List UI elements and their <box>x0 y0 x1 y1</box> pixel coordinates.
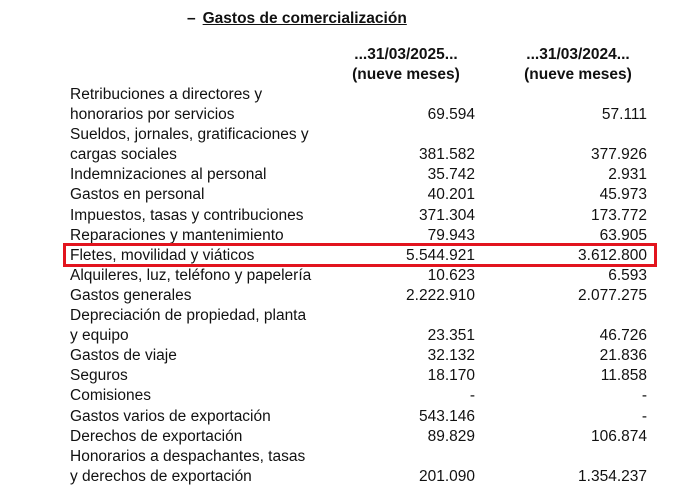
table-row <box>70 306 660 346</box>
value-2024: 2.931 <box>608 166 647 184</box>
table-row <box>70 246 660 266</box>
value-2025: 32.132 <box>427 347 475 365</box>
value-2024: 106.874 <box>590 427 647 445</box>
row-label-line: Impuestos, tasas y contribuciones <box>70 206 304 224</box>
row-label <box>70 206 370 226</box>
value-2025: 371.304 <box>418 206 475 224</box>
title-text: Gastos de comercialización <box>202 10 407 27</box>
row-label-line: Indemnizaciones al personal <box>70 166 267 184</box>
value-2024: 46.726 <box>599 327 647 345</box>
table-row <box>70 386 660 406</box>
column-header-subtitle: (nueve meses) <box>352 66 460 83</box>
row-label <box>70 125 370 165</box>
value-2025: 381.582 <box>418 146 475 164</box>
row-label <box>70 165 370 185</box>
row-label-line: Honorarios a despachantes, tasas <box>70 447 306 465</box>
table-row <box>70 407 660 427</box>
table-row <box>70 266 660 286</box>
row-label <box>70 407 370 427</box>
row-label <box>70 346 370 366</box>
value-2024: 57.111 <box>601 106 647 124</box>
row-label <box>70 386 370 406</box>
value-2025: 40.201 <box>427 186 475 204</box>
value-2024: 11.858 <box>600 367 647 385</box>
value-2024: 45.973 <box>599 186 647 204</box>
table-row <box>70 165 660 185</box>
table-row <box>70 286 660 306</box>
row-label <box>70 246 370 266</box>
row-label <box>70 266 370 286</box>
row-label-line: Gastos generales <box>70 286 192 304</box>
table-row <box>70 125 660 165</box>
table-row <box>70 206 660 226</box>
value-2024: - <box>641 387 647 405</box>
row-label <box>70 366 370 386</box>
row-label-line: honorarios por servicios <box>70 106 235 124</box>
row-label-line: Comisiones <box>70 387 151 405</box>
value-2024: 63.905 <box>599 226 647 244</box>
row-label-line: Gastos de viaje <box>70 347 177 365</box>
row-label <box>70 447 370 487</box>
value-2025: 2.222.910 <box>406 286 475 304</box>
table-row <box>70 427 660 447</box>
table-row <box>70 185 660 205</box>
table-row <box>70 85 660 125</box>
value-2025: 89.829 <box>427 427 475 445</box>
row-label-line: y derechos de exportación <box>70 467 252 485</box>
row-label-line: Sueldos, jornales, gratificaciones y <box>70 126 309 144</box>
value-2024: 21.836 <box>599 347 647 365</box>
row-label <box>70 306 370 346</box>
value-2025: - <box>469 387 475 405</box>
row-label <box>70 427 370 447</box>
row-label-line: Alquileres, luz, teléfono y papelería <box>70 266 312 284</box>
row-label <box>70 185 370 205</box>
row-label <box>70 286 370 306</box>
value-2025: 18.170 <box>427 367 475 385</box>
row-label-line: Fletes, movilidad y viáticos <box>70 246 255 264</box>
row-label-line: cargas sociales <box>70 146 177 164</box>
row-label-line: Seguros <box>70 367 128 385</box>
table-row <box>70 366 660 386</box>
value-2025: 79.943 <box>427 226 475 244</box>
row-label-line: Gastos en personal <box>70 186 205 204</box>
table-row <box>70 226 660 246</box>
row-label <box>70 85 370 125</box>
column-header-2024 <box>488 45 668 85</box>
value-2025: 23.351 <box>427 327 475 345</box>
column-header-subtitle: (nueve meses) <box>524 66 632 83</box>
title-dash: – <box>187 10 196 27</box>
value-2025: 201.090 <box>418 467 475 485</box>
column-header-2025 <box>316 45 496 85</box>
row-label-line: Gastos varios de exportación <box>70 407 271 425</box>
value-2024: 377.926 <box>590 146 647 164</box>
row-label-line: Depreciación de propiedad, planta <box>70 307 307 325</box>
row-label-line: Retribuciones a directores y <box>70 86 263 103</box>
value-2025: 10.623 <box>427 266 475 284</box>
table-row <box>70 346 660 366</box>
value-2025: 5.544.921 <box>406 246 475 264</box>
row-label-line: Derechos de exportación <box>70 427 243 445</box>
section-title <box>187 10 407 28</box>
value-2025: 543.146 <box>418 407 475 425</box>
table-row <box>70 447 660 487</box>
expense-table <box>70 85 660 487</box>
value-2025: 69.594 <box>427 106 475 124</box>
value-2024: 6.593 <box>608 266 647 284</box>
value-2024: - <box>641 407 647 425</box>
value-2024: 3.612.800 <box>578 246 647 264</box>
column-header-period: ...31/03/2024... <box>526 46 630 63</box>
row-label-line: y equipo <box>70 327 129 345</box>
row-label-line: Reparaciones y mantenimiento <box>70 226 284 244</box>
value-2024: 1.354.237 <box>578 467 647 485</box>
value-2024: 173.772 <box>590 206 647 224</box>
column-header-period: ...31/03/2025... <box>354 46 458 63</box>
value-2024: 2.077.275 <box>578 286 647 304</box>
row-label <box>70 226 370 246</box>
value-2025: 35.742 <box>427 166 475 184</box>
